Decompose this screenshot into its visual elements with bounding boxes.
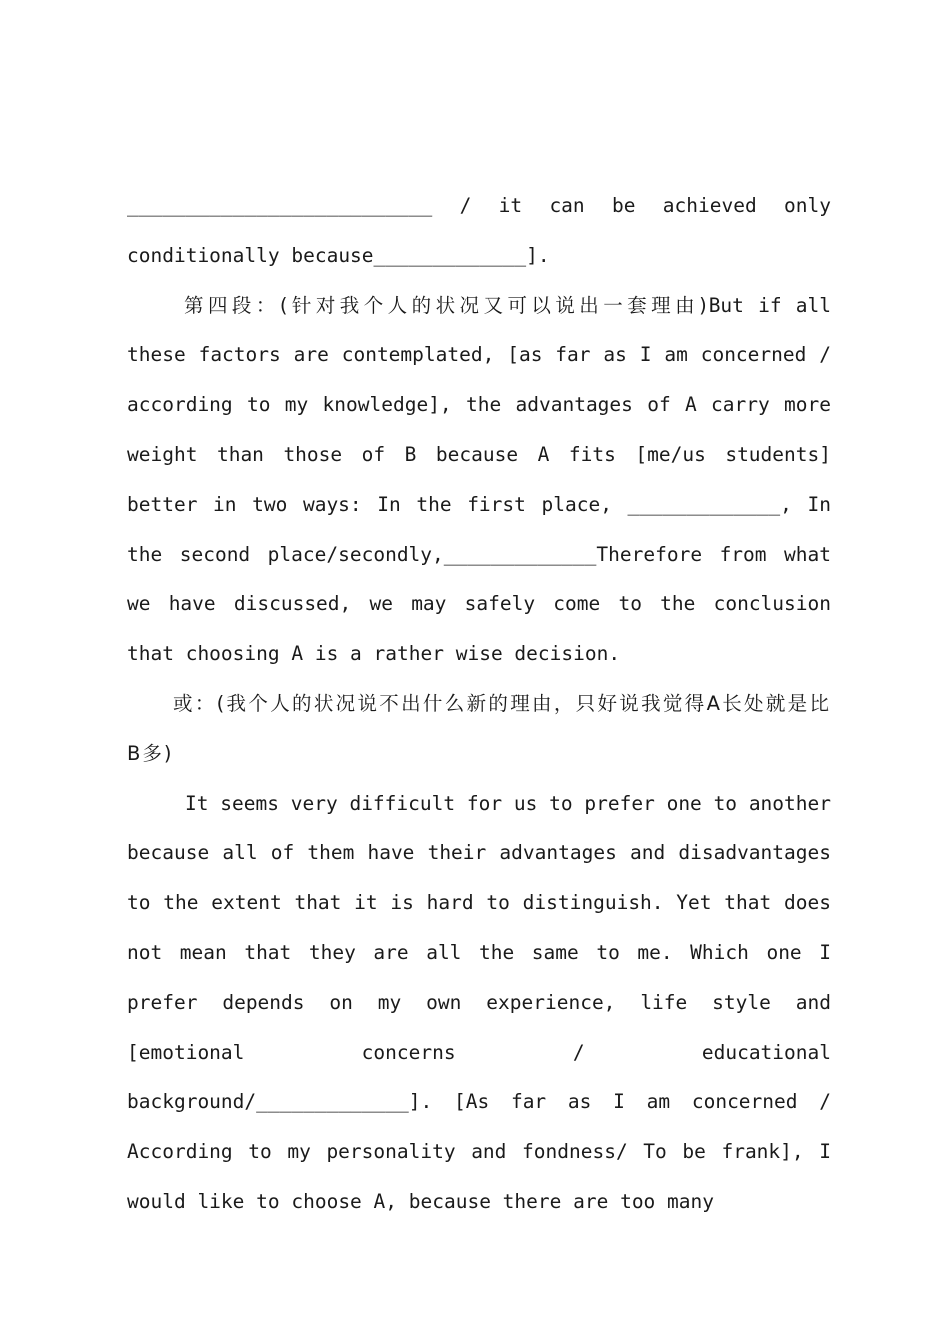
paragraph-alternative-body: It seems very difficult for us to prefer one to another because all of them have their advantages and disadvantages to the extent that it is hard to distinguish. Yet that does not mean that they are all the same to me. Which one I prefer depends on my own experience, life style and [emotional concerns / educational background/_____________]. [As far as I am concerned / According to my personality and fondness/ To be frank], I would like to choose A, because there are too many — [127, 791, 831, 1213]
paragraph-continuation-line-2: conditionally because_____________]. — [127, 243, 550, 267]
paragraph-fourth-section — [127, 281, 831, 679]
document-body — [127, 181, 831, 1227]
paragraph-alternative-note: 或：(我个人的状况说不出什么新的理由，只好说我觉得A长处就是比B多) — [127, 691, 831, 765]
section-label: 第四段：(针对我个人的状况又可以说出一套理由) — [184, 293, 709, 317]
section-body: But if all these factors are contemplated, [as far as I am concerned / according to my knowledge], the advantages of A carry more weight than those of B because A fits [me/us students] better in two ways: In the first place, _____________, In the second place/secondly,_____________Therefore from what we have discussed, we may safely come to the conclusion that choosing A is a rather wise decision. — [127, 293, 831, 666]
paragraph-continuation-line-1: __________________________ / it can be achieved only — [127, 194, 831, 217]
